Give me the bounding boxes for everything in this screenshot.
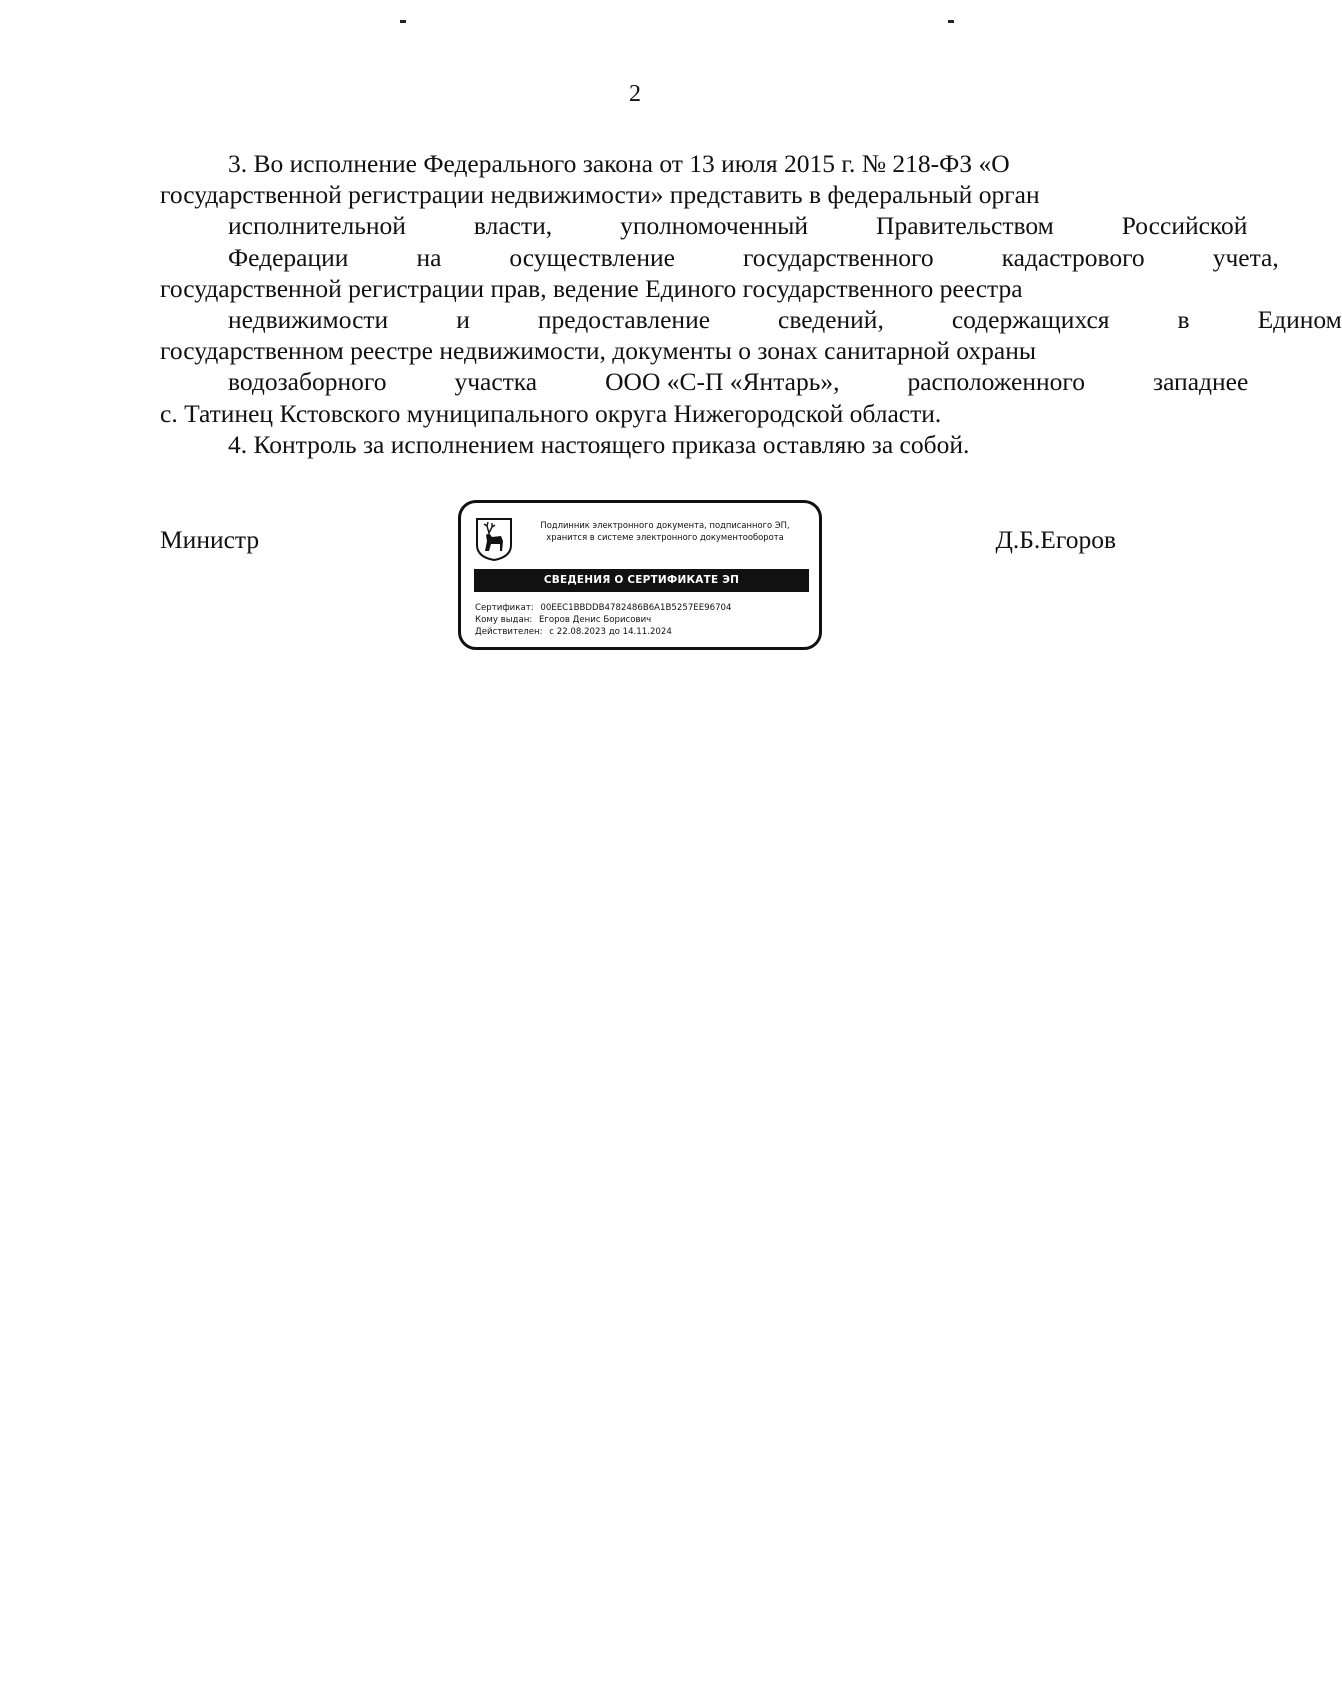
issued-to-label: Кому выдан: (475, 615, 533, 625)
paragraph-line: государственной регистрации прав, ведение Единого государственного реестра (160, 273, 1023, 303)
word: расположенного (907, 367, 1085, 397)
paragraph-line (160, 210, 1248, 241)
certificate-details (475, 602, 810, 638)
word: осуществление (509, 242, 675, 272)
issued-to-row (475, 614, 810, 626)
validity-label: Действителен: (475, 627, 543, 637)
paragraph-line: 3. Во исполнение Федерального закона от 13 июля 2015 г. № 218-ФЗ «О (228, 149, 1010, 178)
paragraph-line (160, 366, 1249, 397)
document-body (160, 148, 1342, 460)
certificate-value: 00EEC1BBDDB4782486B6A1B5257EE96704 (540, 603, 732, 613)
word: уполномоченный (620, 211, 809, 241)
word: Федерации (228, 242, 349, 272)
validity-row (475, 626, 810, 638)
word: Правительством (876, 211, 1054, 241)
stamp-header (517, 519, 813, 543)
paragraph-line: с. Татинец Кстовского муниципального округа Нижегородской области. (160, 398, 942, 428)
word: исполнительной (228, 211, 406, 241)
paragraph-line: государственном реестре недвижимости, документы о зонах санитарной охраны (160, 336, 1036, 366)
word: недвижимости (228, 305, 389, 335)
stamp-header-line: Подлинник электронного документа, подписанного ЭП, (540, 520, 790, 530)
word: Российской (1121, 211, 1248, 241)
deer-emblem-icon (475, 517, 513, 561)
paragraph-line (160, 304, 1342, 335)
word: учета, (1212, 242, 1279, 272)
word: Едином (1257, 305, 1342, 335)
word: кадастрового (1001, 242, 1145, 272)
issued-to-value: Егоров Денис Борисович (538, 615, 652, 625)
word: содержащихся (951, 305, 1110, 335)
paragraph-3 (160, 148, 1342, 429)
word: водозаборного (228, 367, 387, 397)
scan-mark (948, 20, 954, 23)
word: и (456, 305, 470, 335)
stamp-header-line: хранится в системе электронного документооборота (546, 532, 784, 542)
electronic-signature-stamp (458, 500, 822, 650)
certificate-label: Сертификат: (475, 603, 534, 613)
word: в (1177, 305, 1190, 335)
word: западнее (1153, 367, 1249, 397)
certificate-row (475, 602, 810, 614)
paragraph-line (160, 242, 1279, 273)
word: сведений, (778, 305, 884, 335)
word: государственного (742, 242, 934, 272)
word: предоставление (537, 305, 711, 335)
word: участка (454, 367, 538, 397)
word: ООО «С-П «Янтарь», (605, 367, 840, 397)
validity-value: с 22.08.2023 до 14.11.2024 (549, 627, 672, 637)
word: на (416, 242, 442, 272)
stamp-title-bar: СВЕДЕНИЯ О СЕРТИФИКАТЕ ЭП (474, 569, 809, 592)
word: власти, (473, 211, 553, 241)
paragraph-line: государственной регистрации недвижимости» представить в федеральный орган (160, 180, 1040, 210)
scan-mark (400, 20, 406, 23)
signatory-position: Министр (160, 525, 260, 554)
page-number: 2 (629, 81, 641, 107)
paragraph-4: 4. Контроль за исполнением настоящего приказа оставляю за собой. (228, 429, 970, 459)
signatory-name: Д.Б.Егоров (995, 525, 1116, 554)
